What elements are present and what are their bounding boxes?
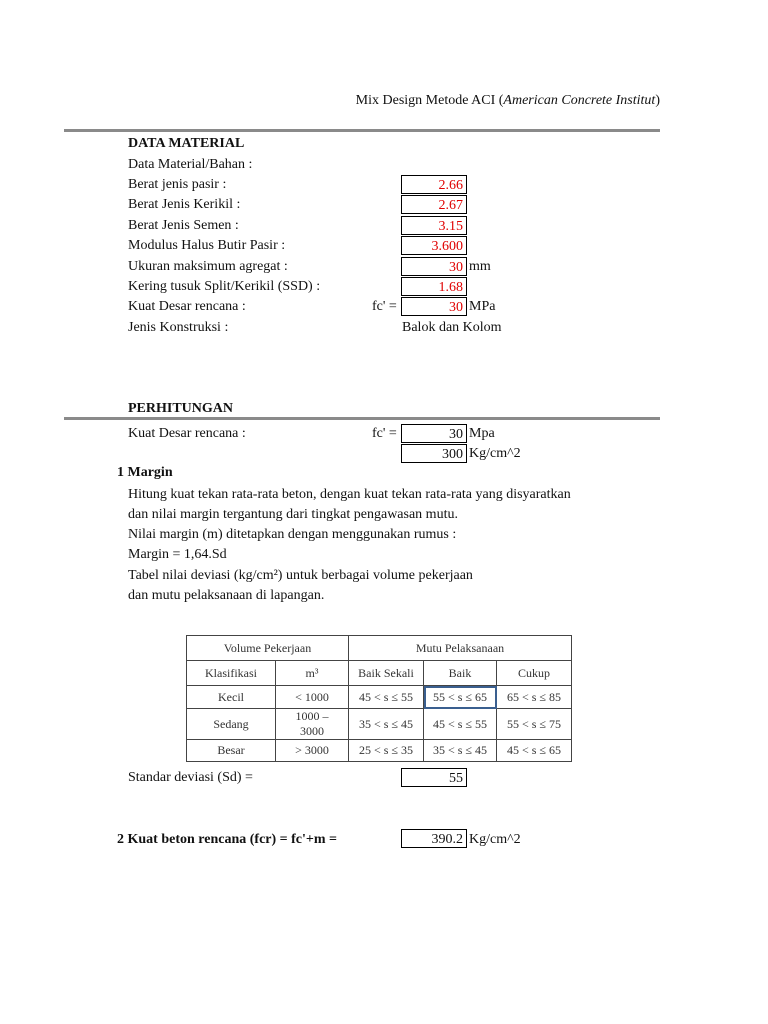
material-value-cell[interactable]: 30 <box>401 297 467 316</box>
cell-baik-sekali: 45 < s ≤ 55 <box>349 686 424 709</box>
cell-baik-selected[interactable]: 55 < s ≤ 65 <box>424 686 497 709</box>
material-prefix: fc' = <box>372 299 397 315</box>
calc-kuat-unit-kg: Kg/cm^2 <box>469 446 521 461</box>
title-prefix: Mix Design Metode ACI ( <box>355 93 504 108</box>
th-m3: m³ <box>276 661 349 686</box>
cell-volume: < 1000 <box>276 686 349 709</box>
material-value-cell[interactable]: 2.67 <box>401 195 467 214</box>
cell-klasifikasi: Kecil <box>187 686 276 709</box>
sd-value[interactable]: 55 <box>401 768 467 787</box>
cell-volume: 1000 – 3000 <box>276 709 349 740</box>
title-italic: American Concrete Institut <box>503 93 656 108</box>
margin-text-1: Hitung kuat tekan rata-rata beton, dengan kuat tekan rata-rata yang disyaratkan <box>128 487 571 502</box>
calc-kuat-value[interactable]: 30 <box>401 424 467 443</box>
cell-volume: > 3000 <box>276 740 349 762</box>
material-unit: MPa <box>469 299 496 315</box>
table-row <box>187 686 572 709</box>
cell-cukup: 45 < s ≤ 65 <box>497 740 572 762</box>
section-heading-material: DATA MATERIAL <box>128 136 245 151</box>
calc-kuat-unit: Mpa <box>469 426 495 441</box>
margin-text-3: Nilai margin (m) ditetapkan dengan menggunakan rumus : <box>128 527 457 542</box>
material-value-cell[interactable]: 1.68 <box>401 277 467 296</box>
margin-text-4: Margin = 1,64.Sd <box>128 547 227 562</box>
construction-label: Jenis Konstruksi : <box>128 320 229 335</box>
margin-heading: 1 Margin <box>117 465 173 480</box>
material-subheading: Data Material/Bahan : <box>128 157 253 172</box>
divider-calc <box>64 417 660 420</box>
material-value-cell[interactable]: 30 <box>401 257 467 276</box>
fcr-label: 2 Kuat beton rencana (fcr) = fc'+m = <box>117 832 338 847</box>
table-row <box>187 709 572 740</box>
sd-label: Standar deviasi (Sd) = <box>128 770 253 785</box>
fcr-unit: Kg/cm^2 <box>469 832 521 847</box>
document-title <box>356 93 660 109</box>
material-label: Berat jenis pasir : <box>128 177 227 192</box>
th-mutu: Mutu Pelaksanaan <box>349 636 572 661</box>
cell-klasifikasi: Besar <box>187 740 276 762</box>
material-label: Kering tusuk Split/Kerikil (SSD) : <box>128 279 321 294</box>
material-label: Modulus Halus Butir Pasir : <box>128 238 286 254</box>
cell-cukup: 65 < s ≤ 85 <box>497 686 572 709</box>
title-suffix: ) <box>655 93 660 108</box>
cell-baik-sekali: 25 < s ≤ 35 <box>349 740 424 762</box>
material-label: Berat Jenis Kerikil : <box>128 197 241 213</box>
cell-klasifikasi: Sedang <box>187 709 276 740</box>
material-value-cell[interactable]: 2.66 <box>401 175 467 194</box>
cell-baik: 35 < s ≤ 45 <box>424 740 497 762</box>
construction-value: Balok dan Kolom <box>402 320 502 335</box>
cell-baik-sekali: 35 < s ≤ 45 <box>349 709 424 740</box>
calc-kuat-value-kg[interactable]: 300 <box>401 444 467 463</box>
material-unit: mm <box>469 258 491 274</box>
th-baik: Baik <box>424 661 497 686</box>
material-value-cell[interactable]: 3.15 <box>401 216 467 235</box>
calc-kuat-prefix: fc' = <box>372 426 397 441</box>
th-cukup: Cukup <box>497 661 572 686</box>
th-klasifikasi: Klasifikasi <box>187 661 276 686</box>
th-volume: Volume Pekerjaan <box>187 636 349 661</box>
material-value-cell[interactable]: 3.600 <box>401 236 467 255</box>
material-label: Berat Jenis Semen : <box>128 217 239 233</box>
material-label: Kuat Desar rencana : <box>128 299 246 315</box>
material-label: Ukuran maksimum agregat : <box>128 258 288 274</box>
margin-text-6: dan mutu pelaksanaan di lapangan. <box>128 588 325 603</box>
cell-cukup: 55 < s ≤ 75 <box>497 709 572 740</box>
cell-baik: 45 < s ≤ 55 <box>424 709 497 740</box>
margin-text-5: Tabel nilai deviasi (kg/cm²) untuk berbagai volume pekerjaan <box>128 568 473 583</box>
divider-top <box>64 129 660 132</box>
section-heading-calc: PERHITUNGAN <box>128 401 234 416</box>
table-row <box>187 740 572 762</box>
th-baik-sekali: Baik Sekali <box>349 661 424 686</box>
deviation-table <box>186 635 572 762</box>
margin-text-2: dan nilai margin tergantung dari tingkat pengawasan mutu. <box>128 507 458 522</box>
calc-kuat-label: Kuat Desar rencana : <box>128 426 246 441</box>
fcr-value[interactable]: 390.2 <box>401 829 467 848</box>
